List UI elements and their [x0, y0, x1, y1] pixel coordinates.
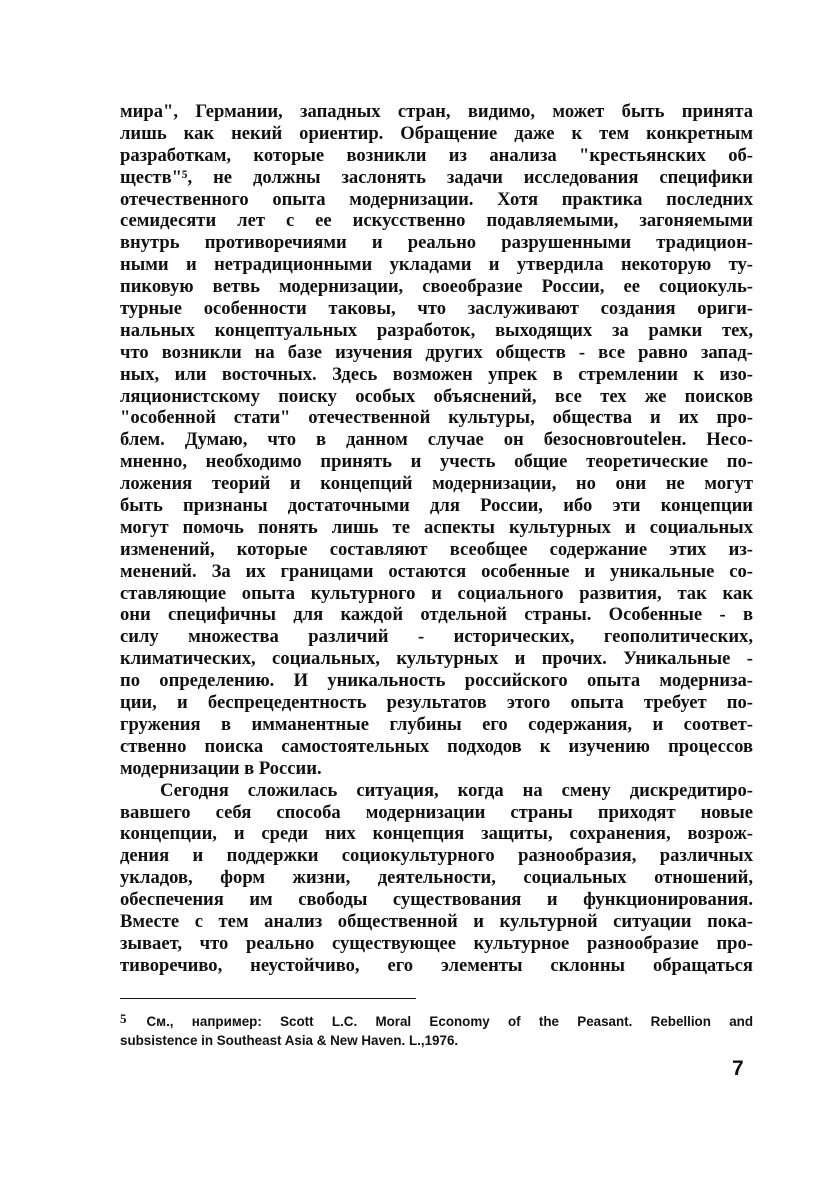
text-line: быть признаны достаточными для России, ибо эти концепции [120, 495, 753, 517]
text-line: ными и нетрадиционными укладами и утвердила некоторую ту- [120, 254, 753, 276]
text-line: изменений, которые составляют всеобщее содержание этих из- [120, 538, 753, 560]
text-line: ложения теорий и концепций модернизации, но они не могут [120, 473, 753, 495]
text-line: отечественного опыта модернизации. Хотя практика последних [120, 188, 753, 210]
text-line: пиковую ветвь модернизации, своеобразие России, ее социокуль- [120, 276, 753, 298]
paragraph-2 [120, 780, 753, 977]
text-line: модернизации в России. [120, 757, 322, 779]
text-line: могут помочь понять лишь те аспекты культурных и социальных [120, 516, 753, 538]
footnote-marker: 5 [120, 1011, 127, 1026]
text-line: гружения в имманентные глубины его содержания, и соответ- [120, 713, 753, 735]
text-line: "особенной стати" отечественной культуры, общества и их про- [120, 407, 753, 429]
text-line: Вместе с тем анализ общественной и культурной ситуации пока- [120, 910, 753, 932]
text-line: семидесяти лет с ее искусственно подавляемыми, загоняемыми [120, 210, 753, 232]
text-line: турные особенности таковы, что заслуживают создания ориги- [120, 298, 753, 320]
text-line: нальных концептуальных разработок, выходящих за рамки тех, [120, 319, 753, 341]
text-line: зывает, что реально существующее культурное разнообразие про- [120, 932, 753, 954]
text-line: они специфичны для каждой отдельной страны. Особенные - в [120, 604, 753, 626]
text-line: ции, и беспрецедентность результатов этого опыта требует по- [120, 692, 753, 714]
text-line: ляционистскому поиску особых объяснений, все тех же поисков [120, 385, 753, 407]
text-line: укладов, форм жизни, деятельности, социальных отношений, [120, 867, 753, 889]
footnote [120, 1012, 753, 1050]
text-line: блем. Думаю, что в данном случае он безосновroutelен. Несо- [120, 429, 753, 451]
text-line: мира", Германии, западных стран, видимо, может быть принята [120, 101, 753, 122]
text-line: ных, или восточных. Здесь возможен упрек в стремлении к изо- [120, 363, 753, 385]
text-line: вавшего себя способа модернизации страны приходят новые [120, 801, 753, 823]
text-line: ственно поиска самостоятельных подходов к изучению процессов [120, 735, 753, 757]
text-line: что возникли на базе изучения других обществ - все равно запад- [120, 341, 753, 363]
text-line: климатических, социальных, культурных и прочих. Уникальные - [120, 648, 753, 670]
text-line: мненно, необходимо принять и учесть общие теоретические по- [120, 451, 753, 473]
text-line: ществ"⁵, не должны заслонять задачи исследования специфики [120, 166, 753, 188]
text-line: концепции, и среди них концепция защиты, сохранения, возрож- [120, 823, 753, 845]
text-line: внутрь противоречиями и реально разрушенными традицион- [120, 232, 753, 254]
page-body [120, 101, 753, 977]
footnote-line: subsistence in Southeast Asia & New Haven. L.,1976. [120, 1033, 459, 1048]
footnote-divider [120, 998, 416, 999]
paragraph-1 [120, 101, 753, 780]
text-line: Сегодня сложилась ситуация, когда на смену дискредитиро- [160, 779, 753, 801]
text-line: менений. За их границами остаются особенные и уникальные со- [120, 560, 753, 582]
text-line: ставляющие опыта культурного и социального развития, так как [120, 582, 753, 604]
text-line: разработкам, которые возникли из анализа "крестьянских об- [120, 144, 753, 166]
footnote-text: См., например: Scott L.C. Moral Economy of the Peasant. Rebellion and [146, 1014, 753, 1029]
text-line: лишь как некий ориентир. Обращение даже к тем конкретным [120, 122, 753, 144]
text-line: силу множества различий - исторических, геополитических, [120, 626, 753, 648]
footnote-line [120, 1012, 753, 1031]
text-line: обеспечения им свободы существования и функционирования. [120, 889, 753, 911]
text-line: по определению. И уникальность российского опыта модерниза- [120, 670, 753, 692]
page-number: 7 [732, 1057, 744, 1080]
text-line: дения и поддержки социокультурного разнообразия, различных [120, 845, 753, 867]
text-line: тиворечиво, неустойчиво, его элементы склонны обращаться [120, 954, 753, 976]
